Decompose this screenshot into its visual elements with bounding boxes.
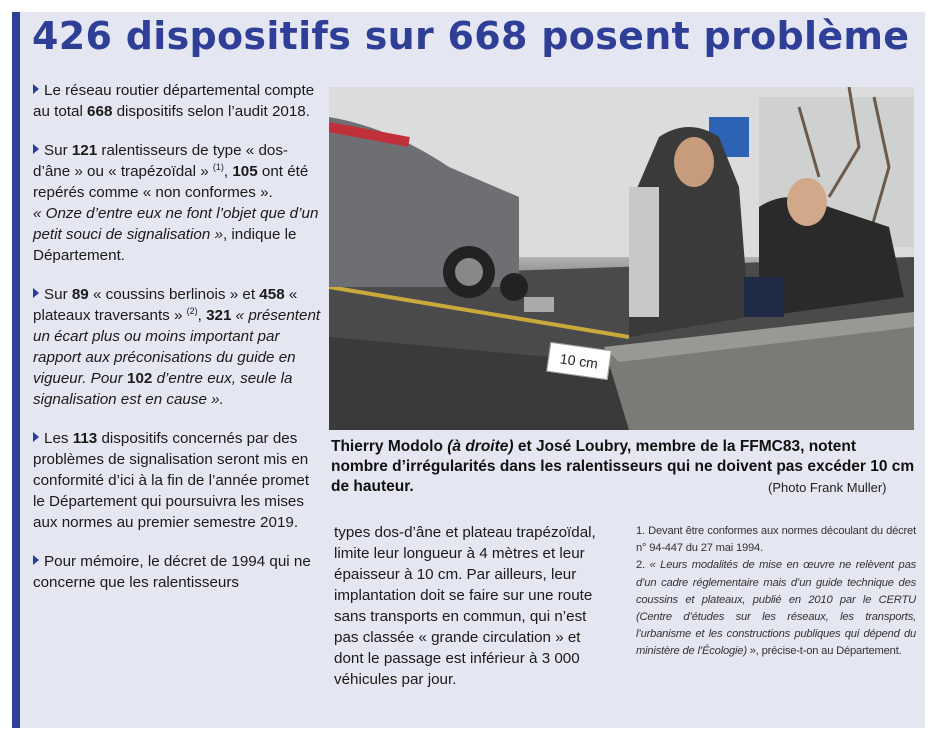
column-1 bbox=[33, 80, 321, 611]
paragraph-1: Le réseau routier départemental compte au total 668 dispositifs selon l’audit 2018. bbox=[33, 82, 315, 120]
footnotes bbox=[636, 523, 916, 661]
headline: 426 dispositifs sur 668 posent problème bbox=[32, 14, 910, 58]
column-2: types dos-d’âne et plateau trapézoïdal, limite leur longueur à 4 mètres et leur épaisseur à 10 cm. Par ailleurs, leur implantation doit se faire sur une route sans transports en commun, qui n’est pas classée « grande circulation » et dont le passage est inférieur à 3 000 véhicules par jour. bbox=[334, 524, 596, 688]
paragraph-4: Les 113 dispositifs concernés par des problèmes de signalisation seront mis en conformité d’ici à la fin de l’année promet le Département qui poursuivra les mises aux normes au premier semestre 2019. bbox=[33, 430, 310, 531]
paragraph-3: Sur 89 « coussins berlinois » et 458 « plateaux traversants » $^{(2)}$, 321 « présentent un écart plus ou moins important par rapport aux préconisations du guide en vigueur. Pour 102 d’entre eux, seule la signalisation est en cause ». bbox=[33, 286, 321, 408]
left-accent-bar bbox=[12, 12, 20, 728]
photo-credit: (Photo Frank Muller) bbox=[768, 480, 887, 495]
bullet-icon bbox=[33, 84, 39, 94]
photo-illustration bbox=[329, 87, 914, 430]
footnote-1: 1. Devant être conformes aux normes découlant du décret n° 94-447 du 27 mai 1994. bbox=[636, 525, 916, 555]
photo-caption: Thierry Modolo (à droite) et José Loubry, membre de la FFMC83, notent nombre d’irrégularités dans les ralentisseurs qui ne doivent pas excéder 10 cm de hauteur. bbox=[331, 438, 915, 495]
footnote-2: 2. « Leurs modalités de mise en œuvre ne relèvent pas d’un cadre réglementaire mais d’un guide technique des coussins et plateaux, publié en 2010 par le CERTU (Centre d’études sur les réseaux, les transports, l’urbanisme et les constructions publiques qui dépend du ministère de l’Écologie) », précise-t-on au Département. bbox=[636, 559, 916, 658]
bullet-icon bbox=[33, 432, 39, 442]
bullet-icon bbox=[33, 288, 39, 298]
bullet-icon bbox=[33, 555, 39, 565]
measure-tag: 10 cm bbox=[546, 342, 612, 380]
paragraph-2: Sur 121 ralentisseurs de type « dos-d’âne » ou « trapézoïdal » $^{(1)}$, 105 ont été repérés comme « non conformes ». « Onze d’entre eux ne font l’objet que d’un petit souci de signalisation », indique le Département. bbox=[33, 142, 319, 264]
bullet-icon bbox=[33, 144, 39, 154]
photo bbox=[329, 87, 914, 430]
paragraph-5: Pour mémoire, le décret de 1994 qui ne concerne que les ralentisseurs bbox=[33, 553, 311, 591]
